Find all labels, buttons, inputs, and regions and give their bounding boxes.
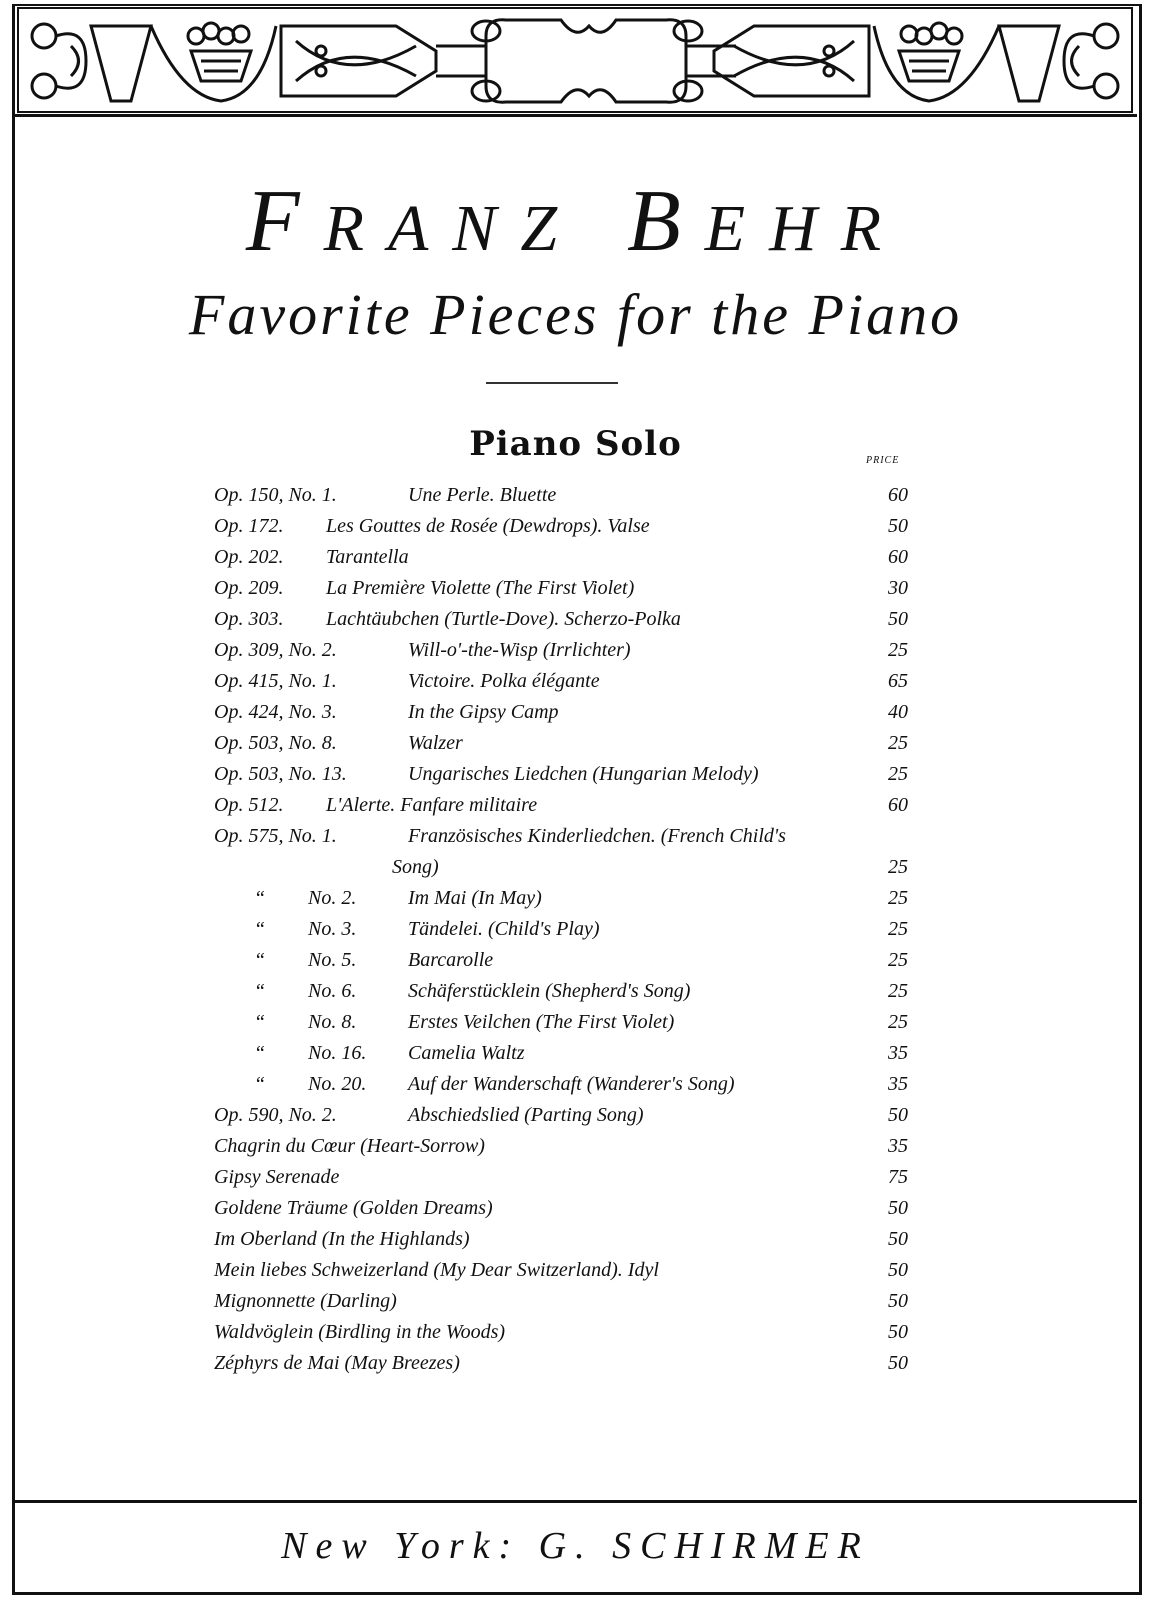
piece-price: 50 [888, 608, 908, 630]
piece-title: In the Gipsy Camp [408, 701, 559, 723]
publisher-imprint: New York: G. SCHIRMER [281, 1525, 870, 1567]
piece-number: No. 20. [308, 1073, 367, 1095]
title-divider [486, 382, 618, 384]
piece-title: Im Oberland (In the Highlands) [214, 1228, 470, 1250]
piece-price: 35 [888, 1135, 908, 1157]
piece-number: No. 8. [308, 1011, 357, 1033]
opus-number: Op. 590, No. 2. [214, 1104, 337, 1126]
piece-title: Mein liebes Schweizerland (My Dear Switzerland). Idyl [214, 1259, 659, 1281]
footer-rule [15, 1500, 1137, 1503]
piece-title: Victoire. Polka élégante [408, 670, 600, 692]
piece-list [214, 480, 914, 1379]
piece-title: Lachtäubchen (Turtle-Dove). Scherzo-Polka [326, 608, 681, 630]
piece-title: L'Alerte. Fanfare militaire [326, 794, 538, 816]
piece-price: 25 [888, 763, 908, 785]
opus-number: Op. 575, No. 1. [214, 825, 337, 847]
piece-title: Zéphyrs de Mai (May Breezes) [214, 1352, 460, 1374]
piece-price: 25 [888, 856, 908, 878]
basket-ornament-left [91, 23, 276, 101]
piece-title: Chagrin du Cœur (Heart-Sorrow) [214, 1135, 485, 1157]
piece-row [214, 821, 914, 883]
opus-number: Op. 209. [214, 577, 284, 599]
opus-number: Op. 415, No. 1. [214, 670, 337, 692]
header-rule [15, 114, 1137, 117]
ditto-mark: “ [254, 1073, 266, 1095]
piece-number: No. 16. [308, 1042, 367, 1064]
piece-row [214, 1193, 914, 1224]
piece-price: 50 [888, 1352, 908, 1374]
piece-price: 35 [888, 1042, 908, 1064]
piece-title: Ungarisches Liedchen (Hungarian Melody) [408, 763, 759, 785]
piece-row [214, 666, 914, 697]
piece-price: 75 [888, 1166, 908, 1188]
piece-price: 25 [888, 980, 908, 1002]
piece-title: Une Perle. Bluette [408, 484, 557, 506]
piece-row [214, 883, 914, 914]
piece-title: Goldene Träume (Golden Dreams) [214, 1197, 493, 1219]
piece-row [214, 976, 914, 1007]
ditto-mark: “ [254, 887, 266, 909]
piece-title: Abschiedslied (Parting Song) [408, 1104, 644, 1126]
piece-title: Französisches Kinderliedchen. (French Child's [408, 825, 786, 847]
piece-title: Mignonnette (Darling) [214, 1290, 397, 1312]
piece-price: 25 [888, 918, 908, 940]
piece-title: Schäferstücklein (Shepherd's Song) [408, 980, 691, 1002]
piece-number: No. 5. [308, 949, 357, 971]
piece-price: 50 [888, 1197, 908, 1219]
piece-title: Gipsy Serenade [214, 1166, 340, 1188]
piece-price: 30 [888, 577, 908, 599]
piece-row [214, 573, 914, 604]
price-column-heading: PRICE [866, 455, 900, 466]
piece-title: Auf der Wanderschaft (Wanderer's Song) [408, 1073, 735, 1095]
composer-title [0, 173, 1151, 270]
piece-row [214, 790, 914, 821]
piece-row [214, 511, 914, 542]
piece-price: 50 [888, 1228, 908, 1250]
piece-row [214, 697, 914, 728]
piece-price: 25 [888, 887, 908, 909]
piece-price: 25 [888, 732, 908, 754]
ditto-mark: “ [254, 980, 266, 1002]
piece-title: Tändelei. (Child's Play) [408, 918, 600, 940]
ditto-mark: “ [254, 1011, 266, 1033]
piece-number: No. 3. [308, 918, 357, 940]
piece-title: Barcarolle [408, 949, 494, 971]
piece-price: 50 [888, 1259, 908, 1281]
decorative-header-ornament [16, 6, 1134, 114]
piece-price: 60 [888, 546, 908, 568]
piece-title: Erstes Veilchen (The First Violet) [408, 1011, 675, 1033]
opus-number: Op. 303. [214, 608, 284, 630]
piece-price: 60 [888, 794, 908, 816]
vine-panel-right [714, 26, 869, 96]
piece-number: No. 2. [308, 887, 357, 909]
opus-number: Op. 512. [214, 794, 284, 816]
scroll-ornament-left [32, 24, 86, 98]
ditto-mark: “ [254, 918, 266, 940]
composer-last-name: BEHR [627, 173, 906, 270]
ditto-mark: “ [254, 1042, 266, 1064]
piece-row [214, 1317, 914, 1348]
piece-row [214, 914, 914, 945]
piece-row [214, 759, 914, 790]
piece-title: Will-o'-the-Wisp (Irrlichter) [408, 639, 631, 661]
piece-row [214, 1100, 914, 1131]
ditto-mark: “ [254, 949, 266, 971]
piece-row [214, 728, 914, 759]
piece-title: Im Mai (In May) [408, 887, 542, 909]
piece-title: Camelia Waltz [408, 1042, 525, 1064]
piece-price: 50 [888, 1290, 908, 1312]
piece-row [214, 1069, 914, 1100]
piece-row [214, 945, 914, 976]
piece-row [214, 1255, 914, 1286]
piece-row [214, 635, 914, 666]
piece-row [214, 1286, 914, 1317]
opus-number: Op. 503, No. 13. [214, 763, 347, 785]
piece-price: 50 [888, 1104, 908, 1126]
piece-row [214, 1038, 914, 1069]
opus-number: Op. 172. [214, 515, 284, 537]
piece-price: 50 [888, 1321, 908, 1343]
piece-row [214, 542, 914, 573]
piece-number: No. 6. [308, 980, 357, 1002]
piece-row [214, 480, 914, 511]
cartouche-ornament [436, 20, 736, 102]
piece-price: 60 [888, 484, 908, 506]
basket-ornament-right [874, 23, 1059, 101]
piece-price: 35 [888, 1073, 908, 1095]
piece-price: 25 [888, 1011, 908, 1033]
opus-number: Op. 150, No. 1. [214, 484, 337, 506]
piece-title: La Première Violette (The First Violet) [326, 577, 635, 599]
piece-row [214, 604, 914, 635]
composer-first-name: FRANZ [245, 173, 582, 270]
piece-row [214, 1007, 914, 1038]
collection-subtitle: Favorite Pieces for the Piano [188, 282, 963, 347]
piece-title: Walzer [408, 732, 463, 754]
opus-number: Op. 424, No. 3. [214, 701, 337, 723]
opus-number: Op. 202. [214, 546, 284, 568]
piece-price: 40 [888, 701, 908, 723]
piece-price: 25 [888, 639, 908, 661]
opus-number: Op. 309, No. 2. [214, 639, 337, 661]
opus-number: Op. 503, No. 8. [214, 732, 337, 754]
piece-title: Waldvöglein (Birdling in the Woods) [214, 1321, 506, 1343]
section-heading: Piano Solo [469, 424, 682, 464]
vine-panel-left [281, 26, 436, 96]
piece-title-continuation: Song) [392, 856, 439, 878]
scroll-ornament-right [1064, 24, 1118, 98]
piece-row [214, 1131, 914, 1162]
piece-price: 65 [888, 670, 908, 692]
piece-price: 25 [888, 949, 908, 971]
piece-title: Les Gouttes de Rosée (Dewdrops). Valse [326, 515, 650, 537]
piece-title: Tarantella [326, 546, 409, 568]
piece-row [214, 1224, 914, 1255]
piece-price: 50 [888, 515, 908, 537]
piece-row [214, 1348, 914, 1379]
piece-row [214, 1162, 914, 1193]
